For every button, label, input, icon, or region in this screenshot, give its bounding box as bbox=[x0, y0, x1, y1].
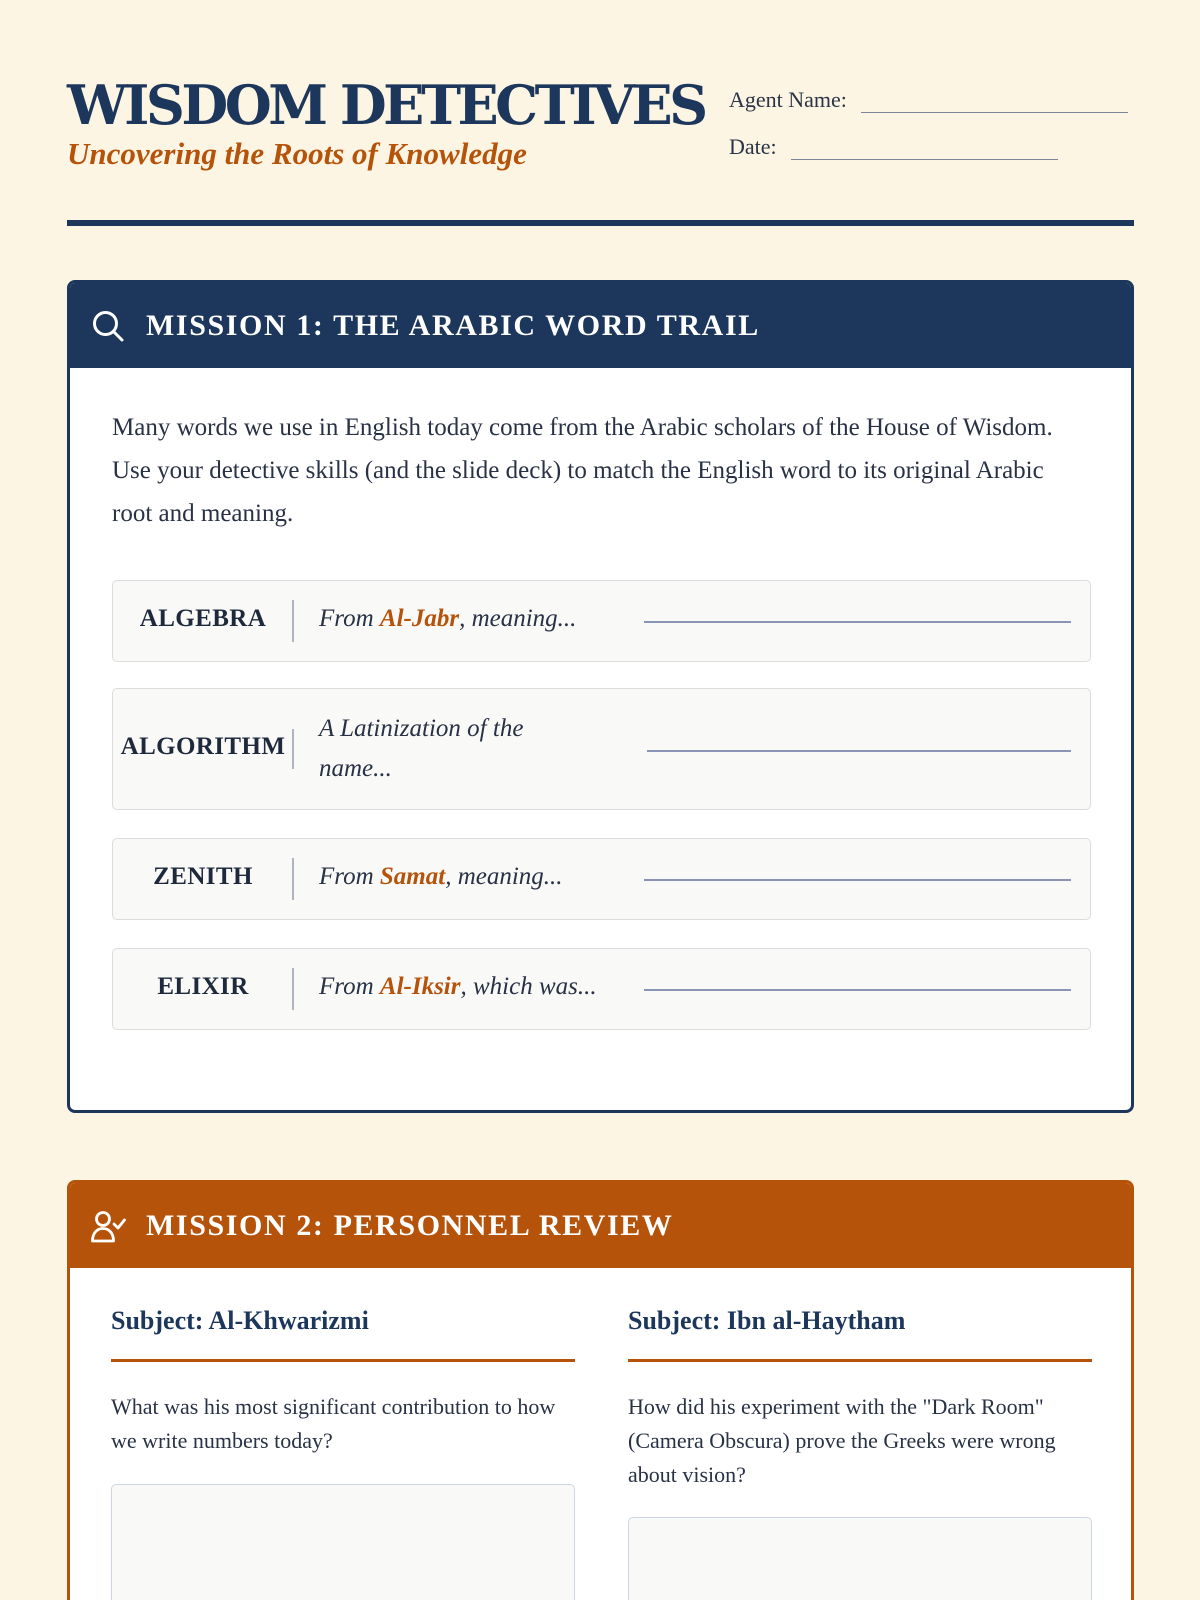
subject-question: What was his most significant contribution to how we write numbers today? bbox=[111, 1394, 556, 1453]
subject-heading-al-khwarizmi: Subject: Al-Khwarizmi bbox=[111, 1306, 369, 1335]
answer-box-ibn-al-haytham[interactable] bbox=[628, 1517, 1092, 1600]
subject-question: How did his experiment with the "Dark Room" (Camera Obscura) prove the Greeks were wrong about vision? bbox=[628, 1394, 1056, 1487]
word-row-algebra bbox=[112, 580, 1091, 662]
date-line[interactable] bbox=[791, 159, 1058, 160]
answer-line[interactable] bbox=[647, 750, 1071, 752]
subject-heading-ibn-al-haytham: Subject: Ibn al-Haytham bbox=[628, 1306, 906, 1335]
subject-rule bbox=[628, 1359, 1092, 1362]
user-check-icon bbox=[90, 1208, 126, 1244]
word-hint: From Al-Iksir, which was... bbox=[319, 973, 597, 1000]
row-divider bbox=[292, 858, 294, 900]
agent-name-field[interactable] bbox=[729, 85, 1128, 115]
search-icon bbox=[90, 308, 126, 344]
date-label: Date: bbox=[729, 134, 777, 159]
header-divider bbox=[67, 220, 1134, 226]
page-title: WISDOM DETECTIVES bbox=[67, 73, 705, 137]
row-divider bbox=[292, 968, 294, 1010]
word-hint: From Al-Jabr, meaning... bbox=[319, 605, 577, 632]
word-hint: A Latinization of the name... bbox=[319, 715, 524, 782]
mission-2-title: MISSION 2: PERSONNEL REVIEW bbox=[146, 1208, 674, 1242]
row-divider bbox=[292, 729, 294, 769]
answer-line[interactable] bbox=[644, 621, 1071, 623]
agent-name-line[interactable] bbox=[861, 112, 1128, 113]
mission-1-intro: Many words we use in English today come from the Arabic scholars of the House of Wisdom. Use your detective skills (and the slide deck) to match the English word to its original Arabic root and meaning. bbox=[112, 414, 1053, 527]
mission-1-card bbox=[67, 280, 1134, 1113]
mission-1-title: MISSION 1: THE ARABIC WORD TRAIL bbox=[146, 308, 760, 342]
answer-line[interactable] bbox=[644, 989, 1071, 991]
word-hint: From Samat, meaning... bbox=[319, 863, 563, 890]
mission-2-header bbox=[70, 1183, 1131, 1268]
agent-name-label: Agent Name: bbox=[729, 87, 847, 112]
answer-line[interactable] bbox=[644, 879, 1071, 881]
word-term: ELIXIR bbox=[157, 973, 249, 1000]
mission-1-header bbox=[70, 283, 1131, 368]
subject-rule bbox=[111, 1359, 575, 1362]
word-term: ALGORITHM bbox=[120, 733, 286, 760]
word-term: ZENITH bbox=[153, 863, 253, 890]
word-term: ALGEBRA bbox=[139, 605, 267, 632]
worksheet-header bbox=[67, 70, 1134, 230]
row-divider bbox=[292, 600, 294, 642]
word-row-algorithm bbox=[112, 688, 1091, 810]
page-subtitle: Uncovering the Roots of Knowledge bbox=[67, 136, 527, 171]
word-row-elixir bbox=[112, 948, 1091, 1030]
date-field[interactable] bbox=[729, 132, 1058, 162]
answer-box-al-khwarizmi[interactable] bbox=[111, 1484, 575, 1600]
word-row-zenith bbox=[112, 838, 1091, 920]
